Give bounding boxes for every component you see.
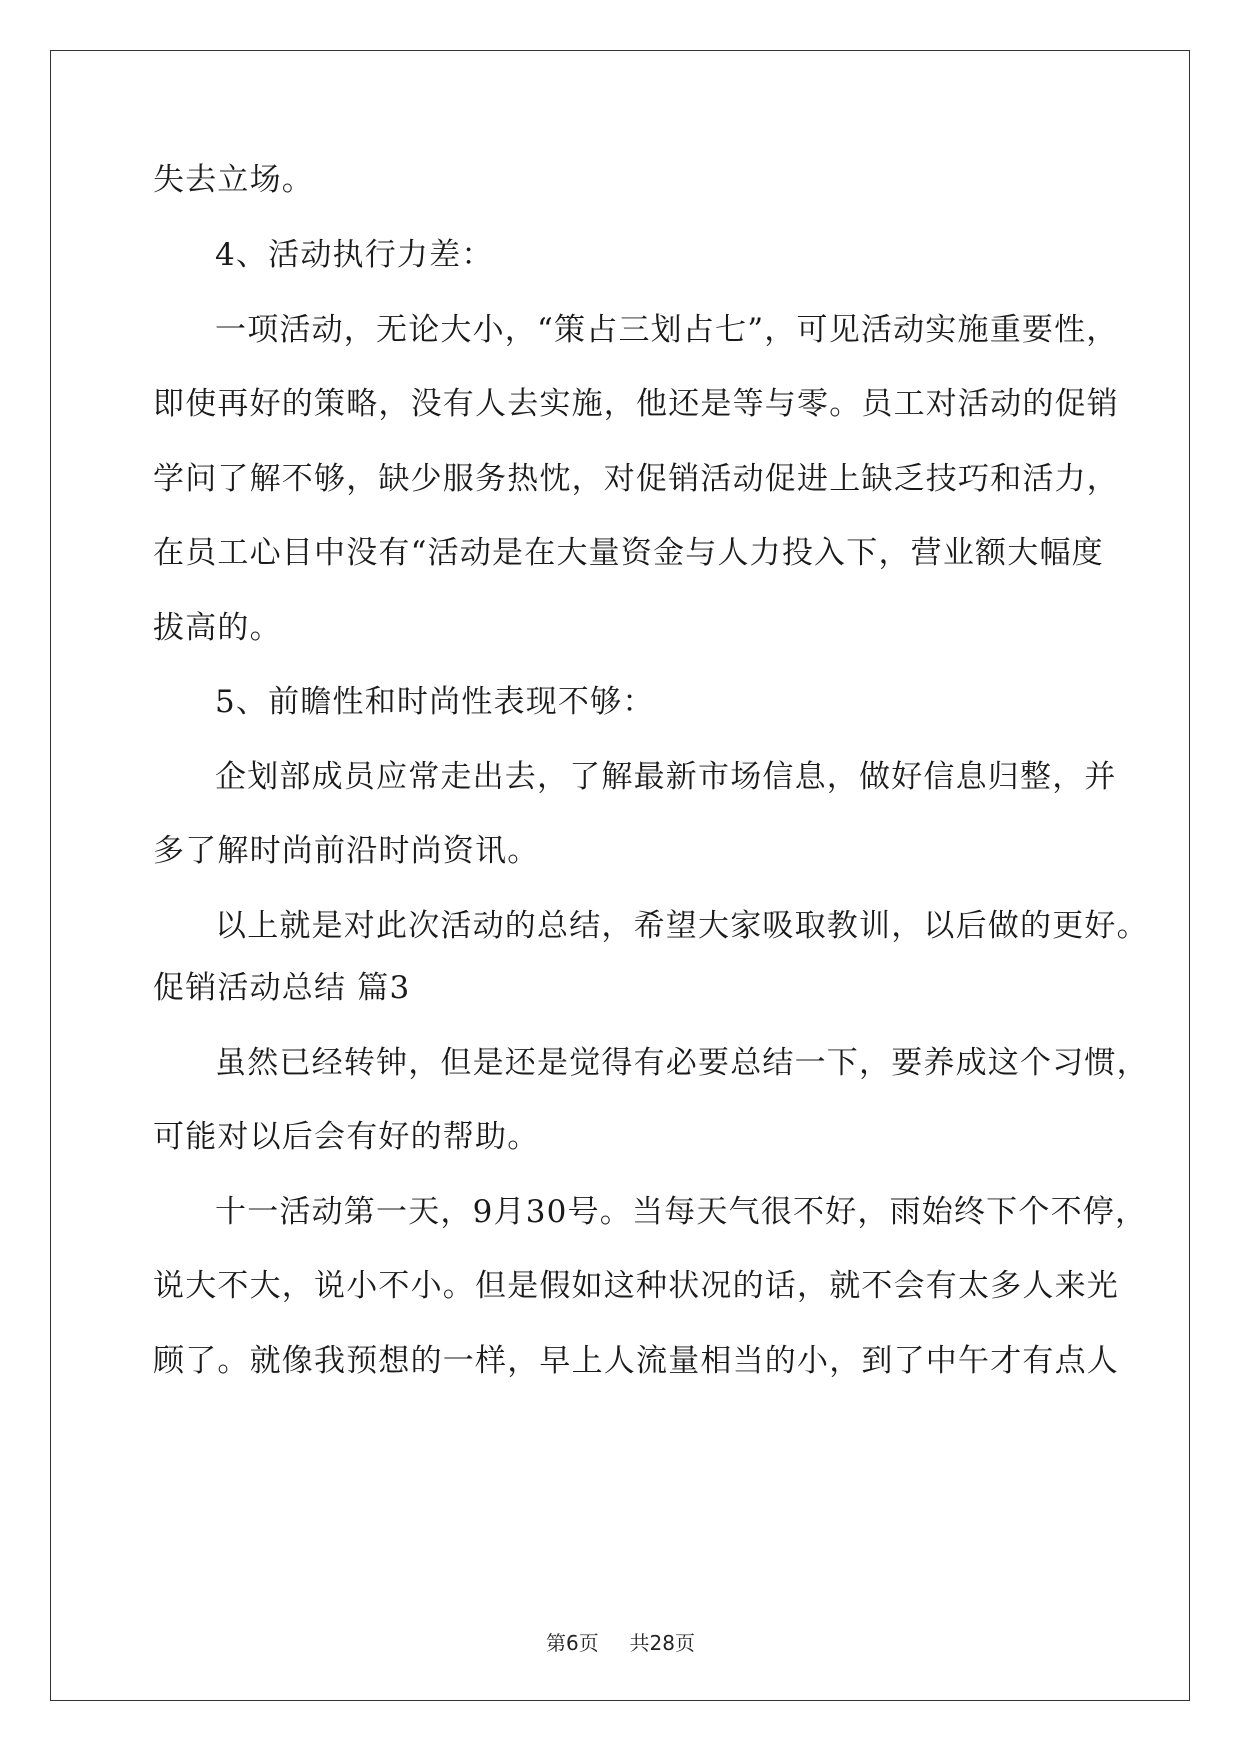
text-line: 说大不大，说小不小。但是假如这种状况的话，就不会有太多人来光 [153, 1268, 1119, 1304]
text-line: 顾了。就像我预想的一样，早上人流量相当的小，到了中午才有点人 [153, 1343, 1119, 1379]
text-line: 虽然已经转钟，但是还是觉得有必要总结一下，要养成这个习惯， [215, 1045, 1149, 1081]
page-number: 第6页 [546, 1631, 599, 1655]
text-line: 可能对以后会有好的帮助。 [153, 1119, 540, 1155]
text-line: 学问了解不够，缺少服务热忱，对促销活动促进上缺乏技巧和活力， [153, 461, 1119, 497]
section-heading: 5、前瞻性和时尚性表现不够： [215, 684, 655, 720]
page-footer [0, 1627, 1241, 1656]
text-line: 失去立场。 [153, 162, 314, 198]
page-border [50, 50, 1190, 1701]
text-line: 以上就是对此次活动的总结，希望大家吸取教训，以后做的更好。 [215, 908, 1149, 944]
text-line: 一项活动，无论大小，“策占三划占七”，可见活动实施重要性， [215, 312, 1119, 348]
text-line: 即使再好的策略，没有人去实施，他还是等与零。员工对活动的促销 [153, 386, 1119, 422]
text-line: 拔高的。 [153, 610, 282, 646]
text-line: 在员工心目中没有“活动是在大量资金与人力投入下，营业额大幅度 [153, 535, 1104, 571]
text-line: 多了解时尚前沿时尚资讯。 [153, 833, 540, 869]
section-heading: 4、活动执行力差： [215, 237, 494, 273]
total-pages: 共28页 [629, 1631, 695, 1655]
text-line: 十一活动第一天，9月30号。当每天气很不好，雨始终下个不停， [215, 1194, 1148, 1230]
text-line: 企划部成员应常走出去，了解最新市场信息，做好信息归整，并 [215, 759, 1117, 795]
section-title: 促销活动总结 篇3 [153, 970, 411, 1006]
